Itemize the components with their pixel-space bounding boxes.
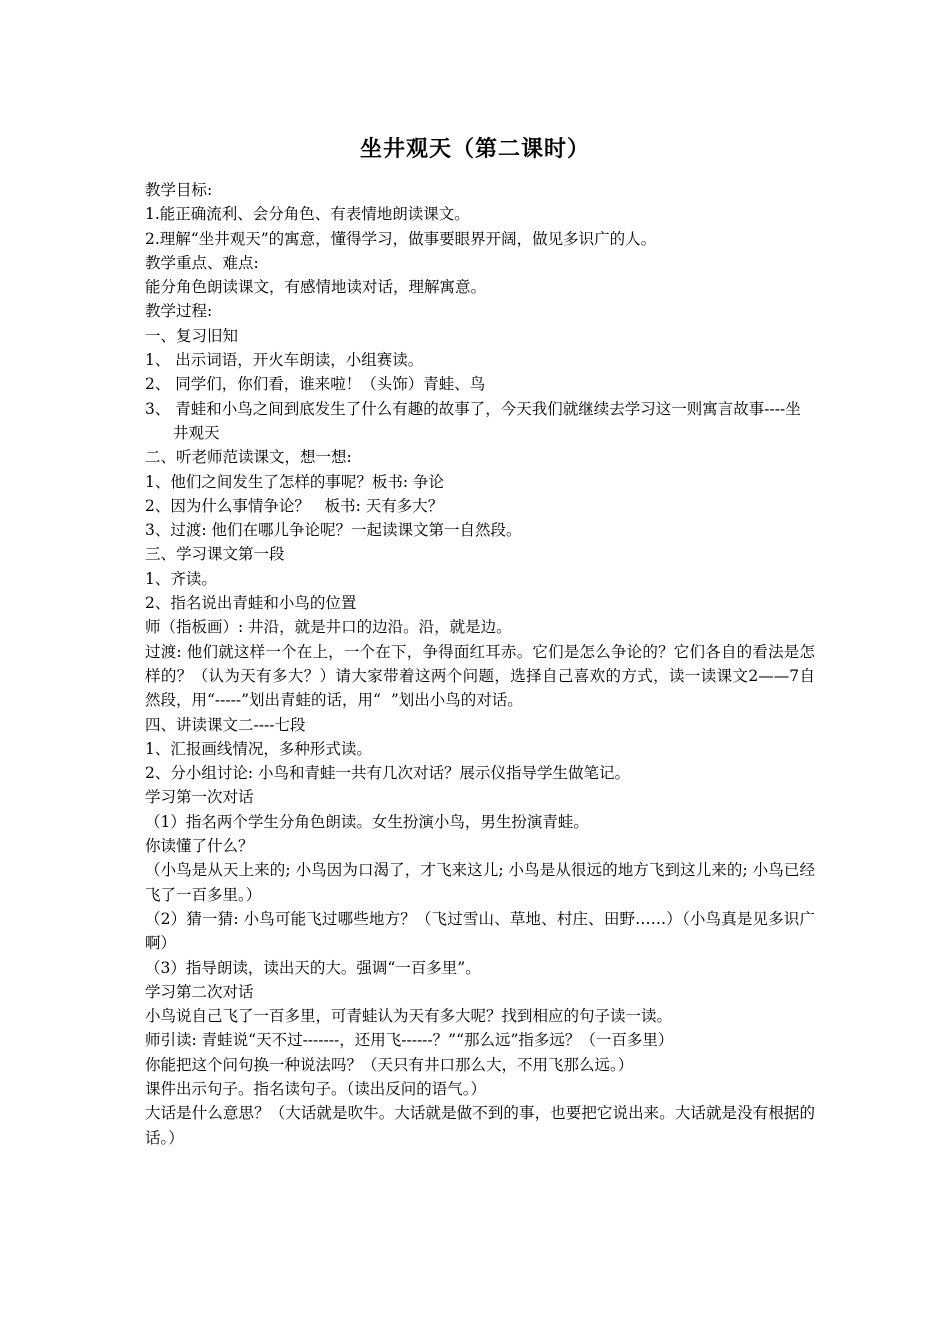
paragraph: （2）猜一猜: 小鸟可能飞过哪些地方？（飞过雪山、草地、村庄、田野……）（小鸟真是见多识广啊） [145,909,815,953]
list-item: 2、分小组讨论: 小鸟和青蛙一共有几次对话？展示仪指导学生做笔记。 [145,764,631,783]
text-line: （1）指名两个学生分角色朗读。女生扮演小鸟，男生扮演青蛙。 [145,812,589,831]
text-line: 2.理解“坐井观天”的寓意，懂得学习，做事要眼界开阔，做见多识广的人。 [145,229,657,248]
text-line: 小鸟说自己飞了一百多里，可青蛙认为天有多大呢？找到相应的句子读一读。 [145,1007,673,1026]
list-item: 3、 青蛙和小鸟之间到底发生了什么有趣的故事了，今天我们就继续去学习这一则寓言故事----坐井观天 [145,399,801,442]
text-line: 你能把这个问句换一种说法吗？（天只有井口那么大，不用飞那么远。） [145,1055,634,1074]
text-line: 师（指板画）: 井沿，就是井口的边沿。沿，就是边。 [145,618,512,637]
section-heading: 三、学习课文第一段 [145,545,285,564]
subsection-heading: 学习第一次对话 [145,788,254,807]
list-item: 1、他们之间发生了怎样的事呢？板书: 争论 [145,472,445,491]
section-heading: 教学过程: [145,302,213,321]
list-item: 1、 出示词语，开火车朗读，小组赛读。 [145,351,424,370]
text-line: 课件出示句子。指名读句子。（读出反问的语气。） [145,1079,487,1098]
list-item: 2、因为什么事情争论？ 板书: 天有多大？ [145,496,444,515]
text-line: 能分角色朗读课文，有感情地读对话，理解寓意。 [145,278,487,297]
subsection-heading: 学习第二次对话 [145,982,254,1001]
text-line: （3）指导朗读，读出天的大。强调“一百多里”。 [145,958,481,977]
section-heading: 四、讲读课文二----七段 [145,715,306,734]
section-heading: 二、听老师范读课文，想一想: [145,448,352,467]
list-item: 1、汇报画线情况，多种形式读。 [145,739,372,758]
section-heading: 教学重点、难点: [145,253,259,272]
page-title: 坐井观天（第二课时） [359,136,590,162]
section-heading: 教学目标: [145,181,213,199]
list-item: 2、指名说出青蛙和小鸟的位置 [145,594,357,613]
document-body [145,178,815,1150]
list-item: 1、齐读。 [145,569,217,588]
text-line: 你读懂了什么？ [145,837,254,856]
list-item: 3、过渡: 他们在哪儿争论呢？一起读课文第一自然段。 [145,521,522,540]
paragraph: （小鸟是从天上来的; 小鸟因为口渴了，才飞来这儿; 小鸟是从很远的地方飞到这儿来的; 小鸟已经飞了一百多里。） [145,861,815,904]
paragraph: 大话是什么意思？（大话就是吹牛。大话就是做不到的事，也要把它说出来。大话就是没有根据的话。） [145,1104,815,1147]
text-line: 1.能正确流利、会分角色、有表情地朗读课文。 [145,205,470,224]
list-item: 2、 同学们，你们看，谁来啦！（头饰）青蛙、鸟 [145,375,486,394]
paragraph: 过渡: 他们就这样一个在上，一个在下，争得面红耳赤。它们是怎么争论的？它们各自的看法是怎样的？（认为天有多大？）请大家带着这两个问题，选择自己喜欢的方式，读一读课文2——7自然段，用“-----”划出青蛙的话，用“ ”划出小鸟的对话。 [145,642,815,710]
section-heading: 一、复习旧知 [145,326,239,345]
paragraph: 师引读: 青蛙说“天不过-------，还用飞------？”“那么远”指多远？（一百多里） [145,1031,674,1050]
